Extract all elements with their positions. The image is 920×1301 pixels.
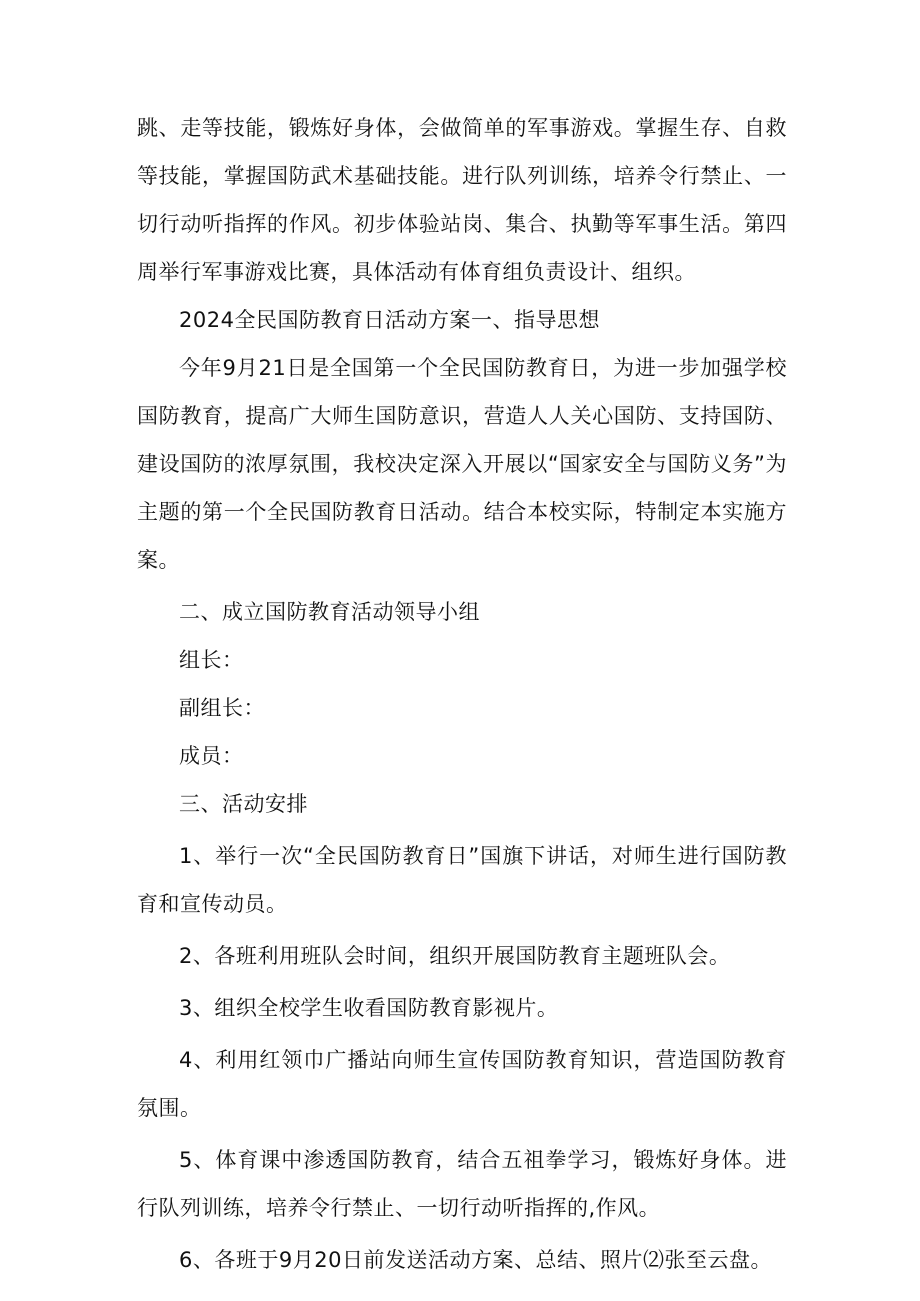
document-body	[137, 104, 787, 1284]
group-leader-line: 组长：	[179, 648, 244, 672]
list-item-4: 4、利用红领巾广播站向师生宣传国防教育知识，营造国防教育氛围。	[137, 1048, 787, 1120]
list-item-5: 5、体育课中渗透国防教育，结合五祖拳学习，锻炼好身体。进行队列训练，培养令行禁止、一切行动听指挥的,作风。	[137, 1148, 787, 1220]
deputy-leader-line: 副组长：	[179, 696, 265, 720]
section-heading-leadership-group: 二、成立国防教育活动领导小组	[179, 600, 480, 624]
section-heading-guiding-thought: 2024全民国防教育日活动方案一、指导思想	[179, 308, 600, 332]
paragraph-continuation: 跳、走等技能，锻炼好身体，会做简单的军事游戏。掌握生存、自救等技能，掌握国防武术基础技能。进行队列训练，培养令行禁止、一切行动听指挥的作风。初步体验站岗、集合、执勤等军事生活。第四周举行军事游戏比赛，具体活动有体育组负责设计、组织。	[137, 116, 787, 284]
list-item-1: 1、举行一次“全民国防教育日”国旗下讲话，对师生进行国防教育和宣传动员。	[137, 844, 787, 916]
list-item-6: 6、各班于9月20日前发送活动方案、总结、照片⑵张至云盘。	[179, 1248, 772, 1272]
list-item-2: 2、各班利用班队会时间，组织开展国防教育主题班队会。	[179, 944, 731, 968]
members-line: 成员：	[179, 744, 244, 768]
list-item-3: 3、组织全校学生收看国防教育影视片。	[179, 996, 559, 1020]
section-heading-activity-arrangement: 三、活动安排	[179, 792, 308, 816]
paragraph-intro: 今年9月21日是全国第一个全民国防教育日，为进一步加强学校国防教育，提高广大师生国防意识，营造人人关心国防、支持国防、建设国防的浓厚氛围，我校决定深入开展以“国家安全与国防义务”为主题的第一个全民国防教育日活动。结合本校实际，特制定本实施方案。	[137, 356, 787, 572]
